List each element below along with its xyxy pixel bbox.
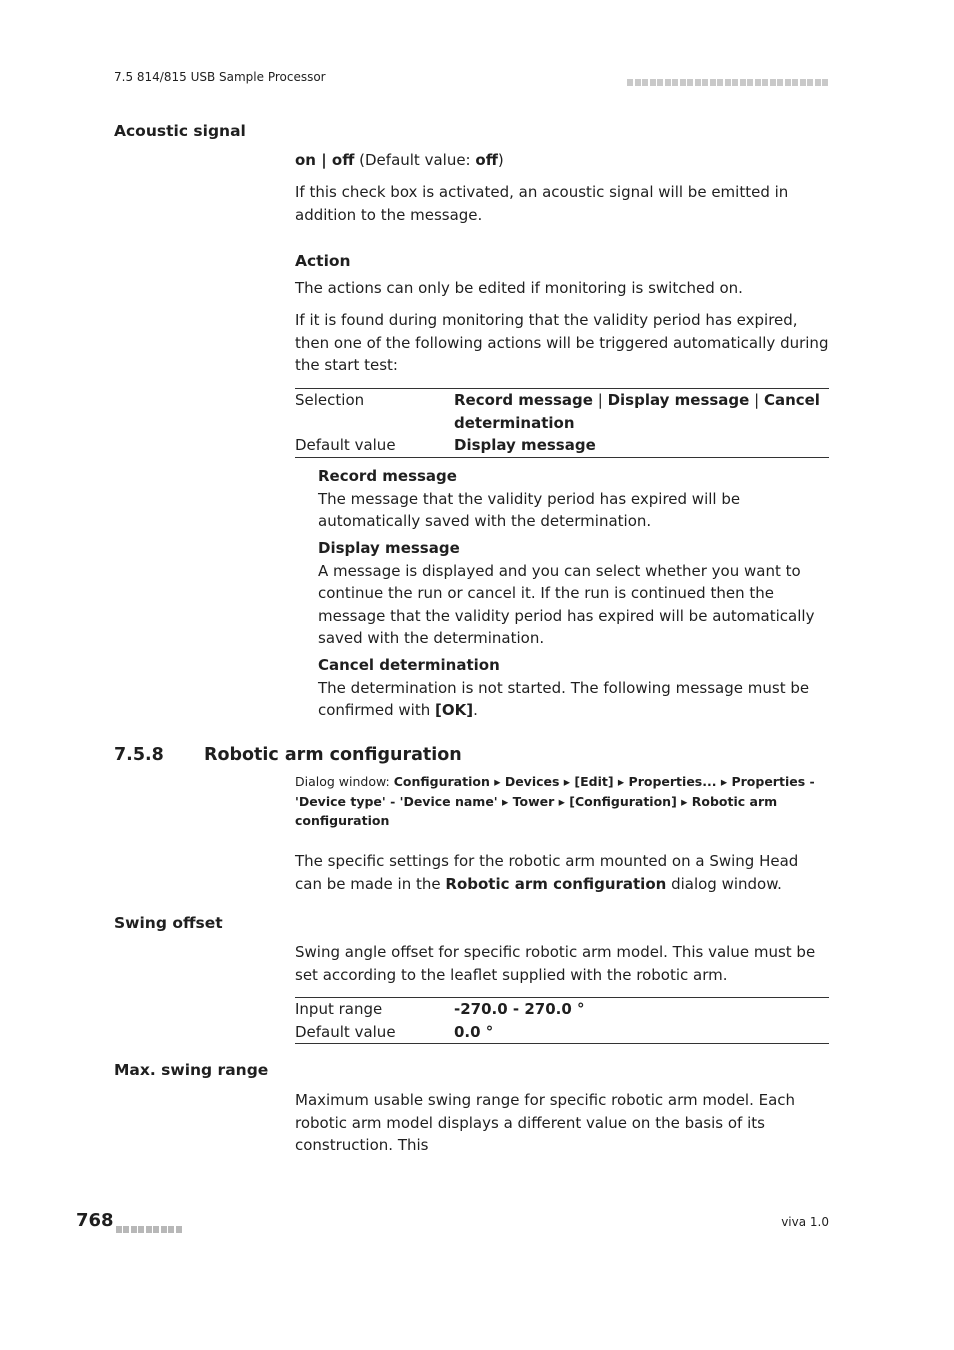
header-decoration <box>626 71 829 90</box>
intro-text-end: dialog window. <box>666 874 782 893</box>
page-number: 768 <box>76 1210 114 1231</box>
item-text: The message that the validity period has expired will be automatically saved with the determination. <box>318 489 741 530</box>
default-value: Display message <box>454 436 596 454</box>
intro-bold: Robotic arm configuration <box>445 874 667 893</box>
swing-offset-table <box>295 997 829 1044</box>
selection-separator: | <box>592 391 608 409</box>
default-row <box>295 1021 829 1044</box>
display-message-item <box>318 537 830 650</box>
action-para-2: If it is found during monitoring that the validity period has expired, then one of the following actions will be triggered automatically during the start test: <box>295 311 829 374</box>
document-version: viva 1.0 <box>781 1215 829 1229</box>
acoustic-signal-options <box>295 149 830 172</box>
option-off: off <box>331 151 355 169</box>
max-swing-range-description: Maximum usable swing range for specific robotic arm model. Each robotic arm model displays a different value on the basis of its construction. This <box>295 1091 796 1154</box>
default-suffix: ) <box>497 151 504 169</box>
item-title: Cancel determination <box>318 656 500 674</box>
input-range-row <box>295 998 829 1021</box>
acoustic-signal-text: If this check box is activated, an acoustic signal will be emitted in addition to the message. <box>295 183 789 224</box>
item-text <box>318 677 830 722</box>
running-header: 7.5 814/815 USB Sample Processor <box>114 70 326 84</box>
action-heading: Action <box>295 252 351 270</box>
cancel-determination-item <box>318 654 830 722</box>
swing-offset-heading: Swing offset <box>114 914 223 932</box>
input-range-label: Input range <box>295 1000 383 1018</box>
dialog-path-value: Configuration ▸ Devices ▸ [Edit] ▸ Properties... ▸ Properties - 'Device type' - 'Device name' ▸ Tower ▸ [Configuration] ▸ Robotic arm configuration <box>295 774 815 828</box>
acoustic-signal-description <box>295 181 830 226</box>
section-intro <box>295 850 830 895</box>
selection-values <box>454 389 829 434</box>
selection-option: Record message <box>454 391 593 409</box>
section-heading <box>114 745 462 765</box>
max-swing-range-heading: Max. swing range <box>114 1061 269 1079</box>
item-title: Display message <box>318 539 460 557</box>
dialog-path <box>295 772 831 831</box>
default-label: Default value <box>295 1022 396 1041</box>
action-parameter-table <box>295 388 829 458</box>
selection-row <box>295 389 829 434</box>
selection-separator: | <box>749 391 764 409</box>
option-separator: | <box>315 151 332 169</box>
default-label: Default value <box>295 436 396 454</box>
default-value: off <box>475 151 498 169</box>
item-text: A message is displayed and you can select whether you want to continue the run or cancel it. If the run is continued then the message that the validity period has expired will be automatically saved with the determination. <box>318 561 815 647</box>
selection-option: Cancel determination <box>454 391 820 432</box>
item-text-part: . <box>473 701 478 719</box>
dialog-prefix: Dialog window: <box>295 774 394 789</box>
item-title: Record message <box>318 467 457 485</box>
item-text-part: The determination is not started. The following message must be confirmed with <box>318 678 810 719</box>
footer-decoration <box>114 1218 182 1237</box>
default-value: 0.0 ° <box>454 1022 494 1041</box>
acoustic-signal-heading: Acoustic signal <box>114 122 246 140</box>
section-title: Robotic arm configuration <box>204 745 462 765</box>
option-on: on <box>295 151 316 169</box>
ok-key-label: [OK] <box>435 701 474 719</box>
input-range-value: -270.0 - 270.0 ° <box>454 1000 585 1018</box>
default-row <box>295 434 829 457</box>
intro-text: The specific settings for the robotic arm mounted on a Swing Head can be made in the <box>295 852 799 893</box>
default-prefix: (Default value: <box>354 151 476 169</box>
swing-offset-description: Swing angle offset for specific robotic arm model. This value must be set according to the leaflet supplied with the robotic arm. <box>295 943 816 984</box>
selection-option: Display message <box>607 391 750 409</box>
selection-label: Selection <box>295 391 365 409</box>
section-number: 7.5.8 <box>114 745 164 765</box>
action-para-1: The actions can only be edited if monitoring is switched on. <box>295 279 743 297</box>
record-message-item <box>318 465 830 533</box>
